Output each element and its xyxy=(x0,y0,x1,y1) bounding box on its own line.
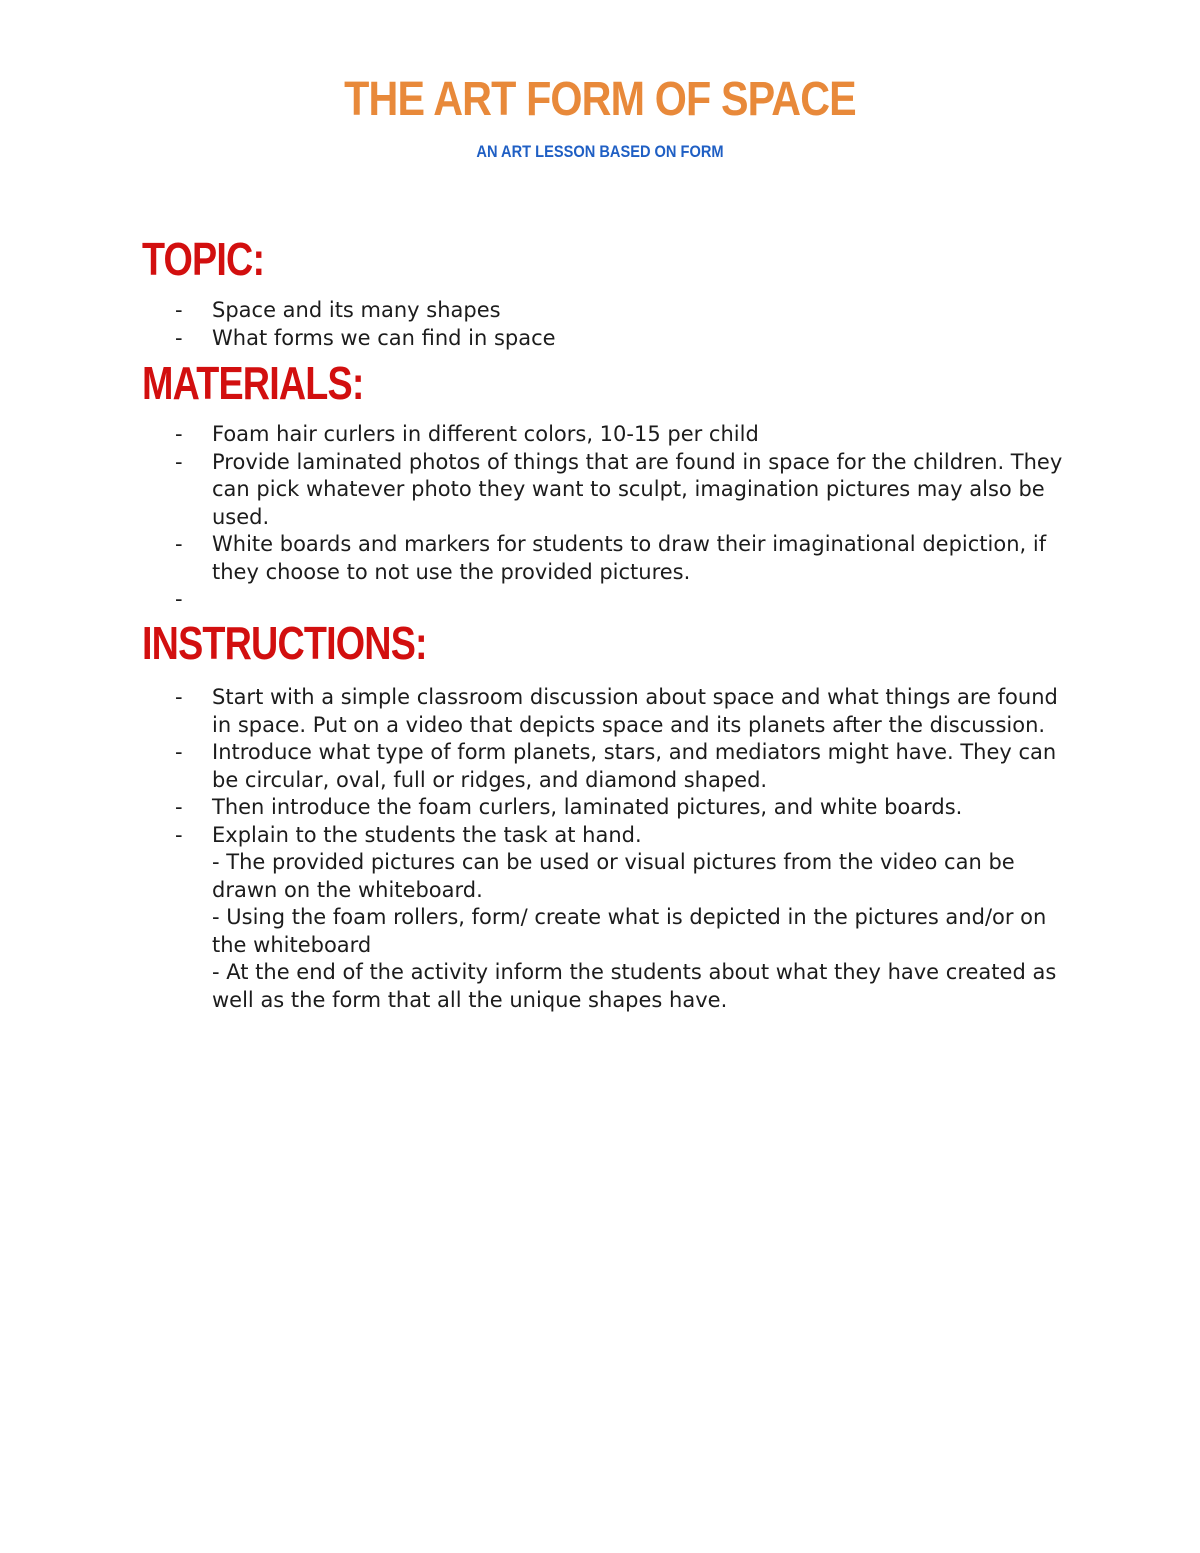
list-item: - Start with a simple classroom discussion about space and what things are found in space. Put on a video that depicts space and its planets after the discussion. xyxy=(175,684,1075,739)
list-item: - Introduce what type of form planets, stars, and mediators might have. They can be circular, oval, full or ridges, and diamond shaped. xyxy=(175,739,1075,794)
sub-item: - The provided pictures can be used or visual pictures from the video can be drawn on the whiteboard. xyxy=(212,850,1015,902)
instructions-list xyxy=(175,684,1075,1014)
topic-heading: TOPIC: xyxy=(142,233,265,285)
materials-list xyxy=(175,421,1075,586)
list-item: - Space and its many shapes xyxy=(175,297,1075,325)
topic-list xyxy=(175,297,1075,352)
materials-heading: MATERIALS: xyxy=(142,357,364,409)
instructions-heading: INSTRUCTIONS: xyxy=(142,617,427,669)
list-item-text: - Explain to the students the task at hand. xyxy=(212,822,642,847)
list-item: - Foam hair curlers in different colors, 10-15 per child xyxy=(175,421,1075,449)
list-item: - Then introduce the foam curlers, laminated pictures, and white boards. xyxy=(175,794,1075,822)
sub-item: - Using the foam rollers, form/ create what is depicted in the pictures and/or on the whiteboard xyxy=(212,905,1047,957)
document-subtitle: AN ART LESSON BASED ON FORM xyxy=(476,142,724,161)
sub-item: - At the end of the activity inform the students about what they have created as well as the form that all the unique shapes have. xyxy=(212,960,1057,1012)
list-item: - What forms we can find in space xyxy=(175,325,1075,353)
document-title: THE ART FORM OF SPACE xyxy=(344,73,856,126)
list-item: - White boards and markers for students to draw their imaginational depiction, if they choose to not use the provided pictures. xyxy=(175,531,1075,586)
list-item-with-subitems xyxy=(175,822,1075,1015)
list-item: - Provide laminated photos of things that are found in space for the children. They can pick whatever photo they want to sculpt, imagination pictures may also be used. xyxy=(175,449,1075,532)
